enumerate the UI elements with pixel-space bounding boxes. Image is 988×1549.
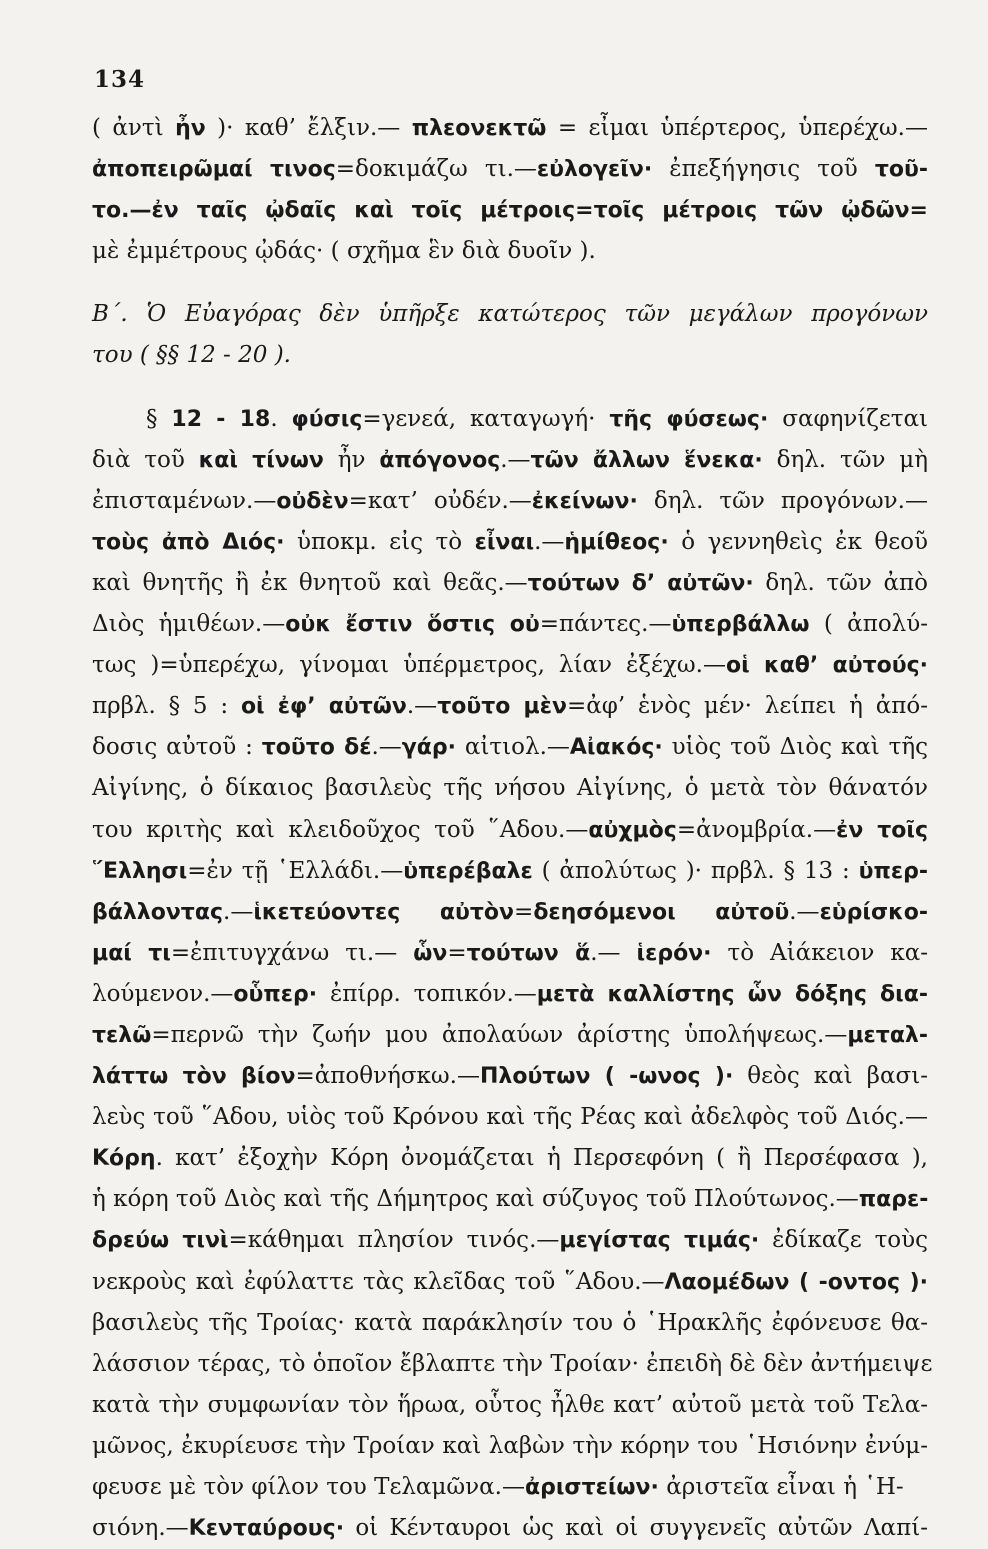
lemma-term: ἀπόγονος	[379, 447, 501, 473]
text-line	[92, 851, 928, 892]
text-line	[92, 440, 928, 481]
lemma-term: ὑπερέβαλε	[403, 858, 533, 884]
gloss-text: =κάθημαι πλησίον τινός.—	[228, 1227, 560, 1254]
gloss-text: ἀριστεῖα εἶναι ἡ ῾Η-	[658, 1474, 904, 1500]
gloss-text: του ( §§ 12 - 20 ).	[92, 342, 291, 369]
gloss-text: =κατ’ οὐδέν.—	[348, 487, 532, 514]
gloss-text: σαφηνίζεται	[768, 405, 929, 432]
lemma-term: τελῶ	[92, 1022, 152, 1048]
text-line	[92, 481, 928, 522]
gloss-text: Διὸς ἡμιθέων.—	[92, 611, 286, 638]
text-line	[92, 645, 928, 686]
lemma-term: καὶ τίνων	[198, 447, 324, 473]
text-line	[92, 1179, 928, 1220]
gloss-text: =ἐπιτυγχάνω τι.—	[170, 939, 414, 966]
gloss-text: φευσε μὲ τὸν φίλον του Τελαμῶνα.—	[92, 1474, 525, 1500]
gloss-text: δηλ. τῶν μὴ	[762, 446, 929, 473]
gloss-text: ὁ γεννηθεὶς ἐκ θεοῦ	[668, 528, 928, 555]
text-line	[92, 294, 928, 335]
gloss-text: ( ἀπολύτως )· πρβλ. § 13 :	[532, 857, 859, 884]
lemma-term: οὗπερ·	[233, 981, 318, 1007]
page-number: 134	[94, 66, 146, 93]
lemma-term: ἀποπειρῶμαί τινος	[92, 157, 336, 183]
lemma-term: οἱ καθ’ αὐτούς·	[725, 653, 928, 679]
gloss-text: .—	[406, 693, 438, 720]
text-line	[92, 974, 928, 1015]
text-line	[92, 1426, 928, 1467]
lemma-term: οἱ ἐφ’ αὐτῶν	[240, 694, 407, 720]
gloss-text: πρβλ. § 5 :	[92, 693, 241, 720]
gloss-text: ( ἀπολύ-	[809, 611, 928, 638]
gloss-text: = εἶμαι ὑπέρτερος, ὑπερέχω.—	[546, 115, 928, 141]
gloss-text: λούμενον.—	[92, 980, 234, 1007]
lemma-term: μεγίστας τιμάς·	[559, 1228, 760, 1254]
lemma-term: αὐχμὸς	[588, 817, 677, 843]
lemma-term: ἡμίθεος·	[564, 529, 669, 555]
gloss-text: ἐπίρρ. τοπικόν.—	[317, 980, 537, 1007]
gloss-text: κατὰ τὴν συμφωνίαν τὸν ἥρωα, οὗτος ἦλθε κατ’ αὐτοῦ μετὰ τοῦ Τελα-	[92, 1391, 928, 1418]
text-line	[92, 1467, 928, 1508]
lemma-term: τούτων δ’ αὐτῶν·	[527, 570, 754, 596]
text-line	[92, 1303, 928, 1344]
lemma-term: Κόρη	[92, 1146, 156, 1172]
gloss-text: βασιλεὺς τῆς Τροίας· κατὰ παράκλησίν του ὁ ῾Ηρακλῆς ἐφόνευσε θα-	[92, 1309, 928, 1336]
text-line	[92, 1508, 928, 1549]
lemma-term: γάρ·	[401, 735, 456, 761]
gloss-text: .—	[590, 939, 637, 966]
text-line	[92, 686, 928, 727]
lemma-term: εὐλογεῖν·	[536, 157, 653, 183]
lemma-term: τούτων ἅ	[466, 940, 591, 966]
lemma-term: δεησόμενοι αὐτοῦ	[533, 899, 790, 925]
lemma-term: ὧν	[413, 940, 448, 966]
gloss-text: .—	[223, 898, 254, 925]
lemma-term: 12 - 18	[171, 406, 271, 432]
gloss-text: καὶ θνητῆς ἢ ἐκ θνητοῦ καὶ θεᾶς.—	[92, 569, 528, 596]
text-line	[92, 149, 928, 190]
lemma-term: λάττω τὸν βίον	[92, 1064, 296, 1090]
gloss-text: §	[146, 405, 172, 432]
lemma-term: παρε-	[858, 1187, 929, 1213]
gloss-text: ὑποκμ. εἰς τὸ	[284, 528, 475, 555]
lemma-term: βάλλοντας	[92, 899, 224, 925]
lemma-term: πλεονεκτῶ	[411, 116, 547, 141]
gloss-text: ἐδίκαζε τοὺς	[759, 1227, 929, 1254]
gloss-text: ἐπεξήγησις τοῦ	[652, 156, 875, 183]
gloss-text: τὸ Αἰάκειον κα-	[711, 939, 928, 966]
text-line	[92, 1097, 928, 1138]
gloss-text: =	[514, 898, 534, 925]
gloss-text: νεκροὺς καὶ ἐφύλαττε τὰς κλεῖδας τοῦ ῞Αδου.—	[92, 1268, 665, 1295]
lemma-term: τοῦτο δέ	[261, 735, 372, 761]
gloss-text: ἦν	[323, 446, 380, 473]
commentary-text	[92, 108, 933, 1549]
lemma-term: το.—ἐν ταῖς ᾠδαῖς καὶ τοῖς μέτροις=τοῖς μέτροις τῶν ᾠδῶν=	[92, 198, 928, 224]
gloss-text: =ἐν τῇ ῾Ελλάδι.—	[187, 857, 404, 884]
text-line	[92, 231, 928, 272]
gloss-text: .—	[789, 898, 820, 925]
lemma-term: ὑπερ-	[858, 858, 929, 884]
gloss-text: .	[270, 405, 292, 432]
gloss-text: =	[447, 939, 467, 966]
lemma-term: τῶν ἄλλων ἕνεκα·	[530, 447, 763, 473]
paragraph-gap	[92, 377, 928, 399]
gloss-text: του κριτὴς καὶ κλειδοῦχος τοῦ ῞Αδου.—	[92, 816, 589, 843]
gloss-text: =γενεά, καταγωγή·	[362, 405, 610, 432]
lemma-term: τοῦτο μὲν	[437, 694, 567, 720]
gloss-text: =πάντες.—	[539, 611, 672, 638]
gloss-text: ἐπισταμένων.—	[92, 487, 277, 514]
lemma-term: ἀριστείων·	[525, 1475, 659, 1500]
text-line	[92, 190, 928, 231]
text-line	[92, 1262, 928, 1303]
text-line	[92, 768, 928, 809]
gloss-text: =δοκιμάζω τι.—	[335, 156, 537, 183]
text-line	[92, 335, 928, 376]
lemma-term: ῞Ελλησι	[92, 858, 188, 884]
lemma-term: Αἰακός·	[569, 735, 663, 761]
text-line	[92, 1385, 928, 1426]
gloss-text: =ἀποθνήσκω.—	[295, 1063, 480, 1090]
lemma-term: φύσις	[291, 406, 363, 432]
gloss-text: )· καθ’ ἔλξιν.—	[205, 115, 412, 141]
text-line	[92, 522, 928, 563]
gloss-text: λάσσιον τέρας, τὸ ὁποῖον ἔβλαπτε τὴν Τροίαν· ἐπειδὴ δὲ δὲν ἀντήμειψε	[92, 1350, 933, 1377]
gloss-text: διὰ τοῦ	[92, 446, 199, 473]
text-line	[92, 399, 928, 440]
gloss-text: τως )=ὑπερέχω, γίνομαι ὑπέρμετρος, λίαν ἐξέχω.—	[92, 652, 726, 679]
lemma-term: ἦν	[175, 116, 206, 141]
gloss-text: δηλ. τῶν προγόνων.—	[637, 487, 928, 514]
lemma-term: ἱκετεύοντες αὐτὸν	[253, 899, 515, 925]
lemma-term: ἱερόν·	[636, 940, 712, 966]
lemma-term: Πλούτων ( -ωνος )·	[480, 1064, 734, 1090]
gloss-text: αἰτιολ.—	[455, 734, 570, 761]
lemma-term: δρεύω τινὶ	[92, 1228, 229, 1254]
gloss-text: =ἀφ’ ἑνὸς μέν· λείπει ἡ ἀπό-	[566, 693, 929, 720]
text-line	[92, 1220, 928, 1261]
gloss-text: Αἰγίνης, ὁ δίκαιος βασιλεὺς τῆς νήσου Αἰγίνης, ὁ μετὰ τὸν θάνατόν	[92, 775, 928, 802]
gloss-text: .—	[500, 446, 531, 473]
gloss-text: δοσις αὐτοῦ :	[92, 734, 262, 761]
gloss-text: λεὺς τοῦ ῞Αδου, υἱὸς τοῦ Κρόνου καὶ τῆς Ρέας καὶ ἀδελφὸς τοῦ Διός.—	[92, 1104, 928, 1131]
lemma-term: Κενταύρους·	[188, 1516, 345, 1542]
lemma-term: ἐκείνων·	[531, 488, 638, 514]
lemma-term: μαί τι	[92, 940, 171, 966]
paragraph-gap	[92, 272, 928, 294]
lemma-term: τοῦ-	[874, 157, 928, 183]
text-line	[92, 810, 928, 851]
gloss-text: ( ἀντὶ	[92, 115, 176, 141]
lemma-term: τοὺς ἀπὸ Διός·	[92, 529, 285, 555]
text-line	[92, 1015, 928, 1056]
text-line	[92, 933, 928, 974]
gloss-text: θεὸς καὶ βασι-	[733, 1063, 928, 1090]
gloss-text: μὲ ἐμμέτρους ᾠδάς· ( σχῆμα ἓν διὰ δυοῖν ).	[92, 238, 596, 265]
gloss-text: .—	[371, 734, 402, 761]
gloss-text: υἱὸς τοῦ Διὸς καὶ τῆς	[662, 734, 928, 761]
gloss-text: δηλ. τῶν ἀπὸ	[753, 569, 929, 596]
gloss-text: .—	[534, 528, 565, 555]
lemma-term: Λαομέδων ( -οντος )·	[664, 1269, 929, 1295]
lemma-term: εἶναι	[474, 529, 535, 555]
gloss-text: =περνῶ τὴν ζωήν μου ἀπολαύων ἀρίστης ὑπολήψεως.—	[151, 1021, 848, 1048]
lemma-term: μεταλ-	[847, 1022, 928, 1048]
gloss-text: . κατ’ ἐξοχὴν Κόρη ὀνομάζεται ἡ Περσεφόνη ( ἢ Περσέφασα ),	[155, 1145, 928, 1172]
gloss-text: οἱ Κένταυροι ὡς καὶ οἱ συγγενεῖς αὐτῶν Λαπί-	[344, 1515, 928, 1542]
gloss-text: σιόνη.—	[92, 1515, 189, 1542]
gloss-text: Β΄. Ὁ Εὐαγόρας δὲν ὑπῆρξε κατώτερος τῶν μεγάλων προγόνων	[92, 301, 928, 328]
text-line	[92, 1344, 933, 1385]
text-line	[92, 727, 928, 768]
lemma-term: εὑρίσκο-	[819, 899, 928, 925]
gloss-text: ἡ κόρη τοῦ Διὸς καὶ τῆς Δήμητρος καὶ σύζυγος τοῦ Πλούτωνος.—	[92, 1186, 859, 1213]
text-line	[92, 563, 928, 604]
lemma-term: οὐδὲν	[276, 488, 349, 514]
text-line	[92, 604, 928, 645]
text-line	[92, 892, 928, 933]
lemma-term: οὐκ ἔστιν ὅστις οὐ	[285, 612, 540, 638]
text-line	[92, 1138, 928, 1179]
lemma-term: μετὰ καλλίστης ὧν δόξης δια-	[536, 981, 928, 1007]
lemma-term: ἐν τοῖς	[836, 817, 928, 843]
gloss-text: =ἀνομβρία.—	[676, 816, 837, 843]
lemma-term: ὑπερβάλλω	[671, 612, 810, 638]
text-line	[92, 1056, 928, 1097]
lemma-term: τῆς φύσεως·	[609, 406, 769, 432]
gloss-text: μῶνος, ἐκυρίευσε τὴν Τροίαν καὶ λαβὼν τὴν κόρην του ῾Ησιόνην ἐνύμ-	[92, 1432, 928, 1459]
text-line	[92, 108, 928, 149]
